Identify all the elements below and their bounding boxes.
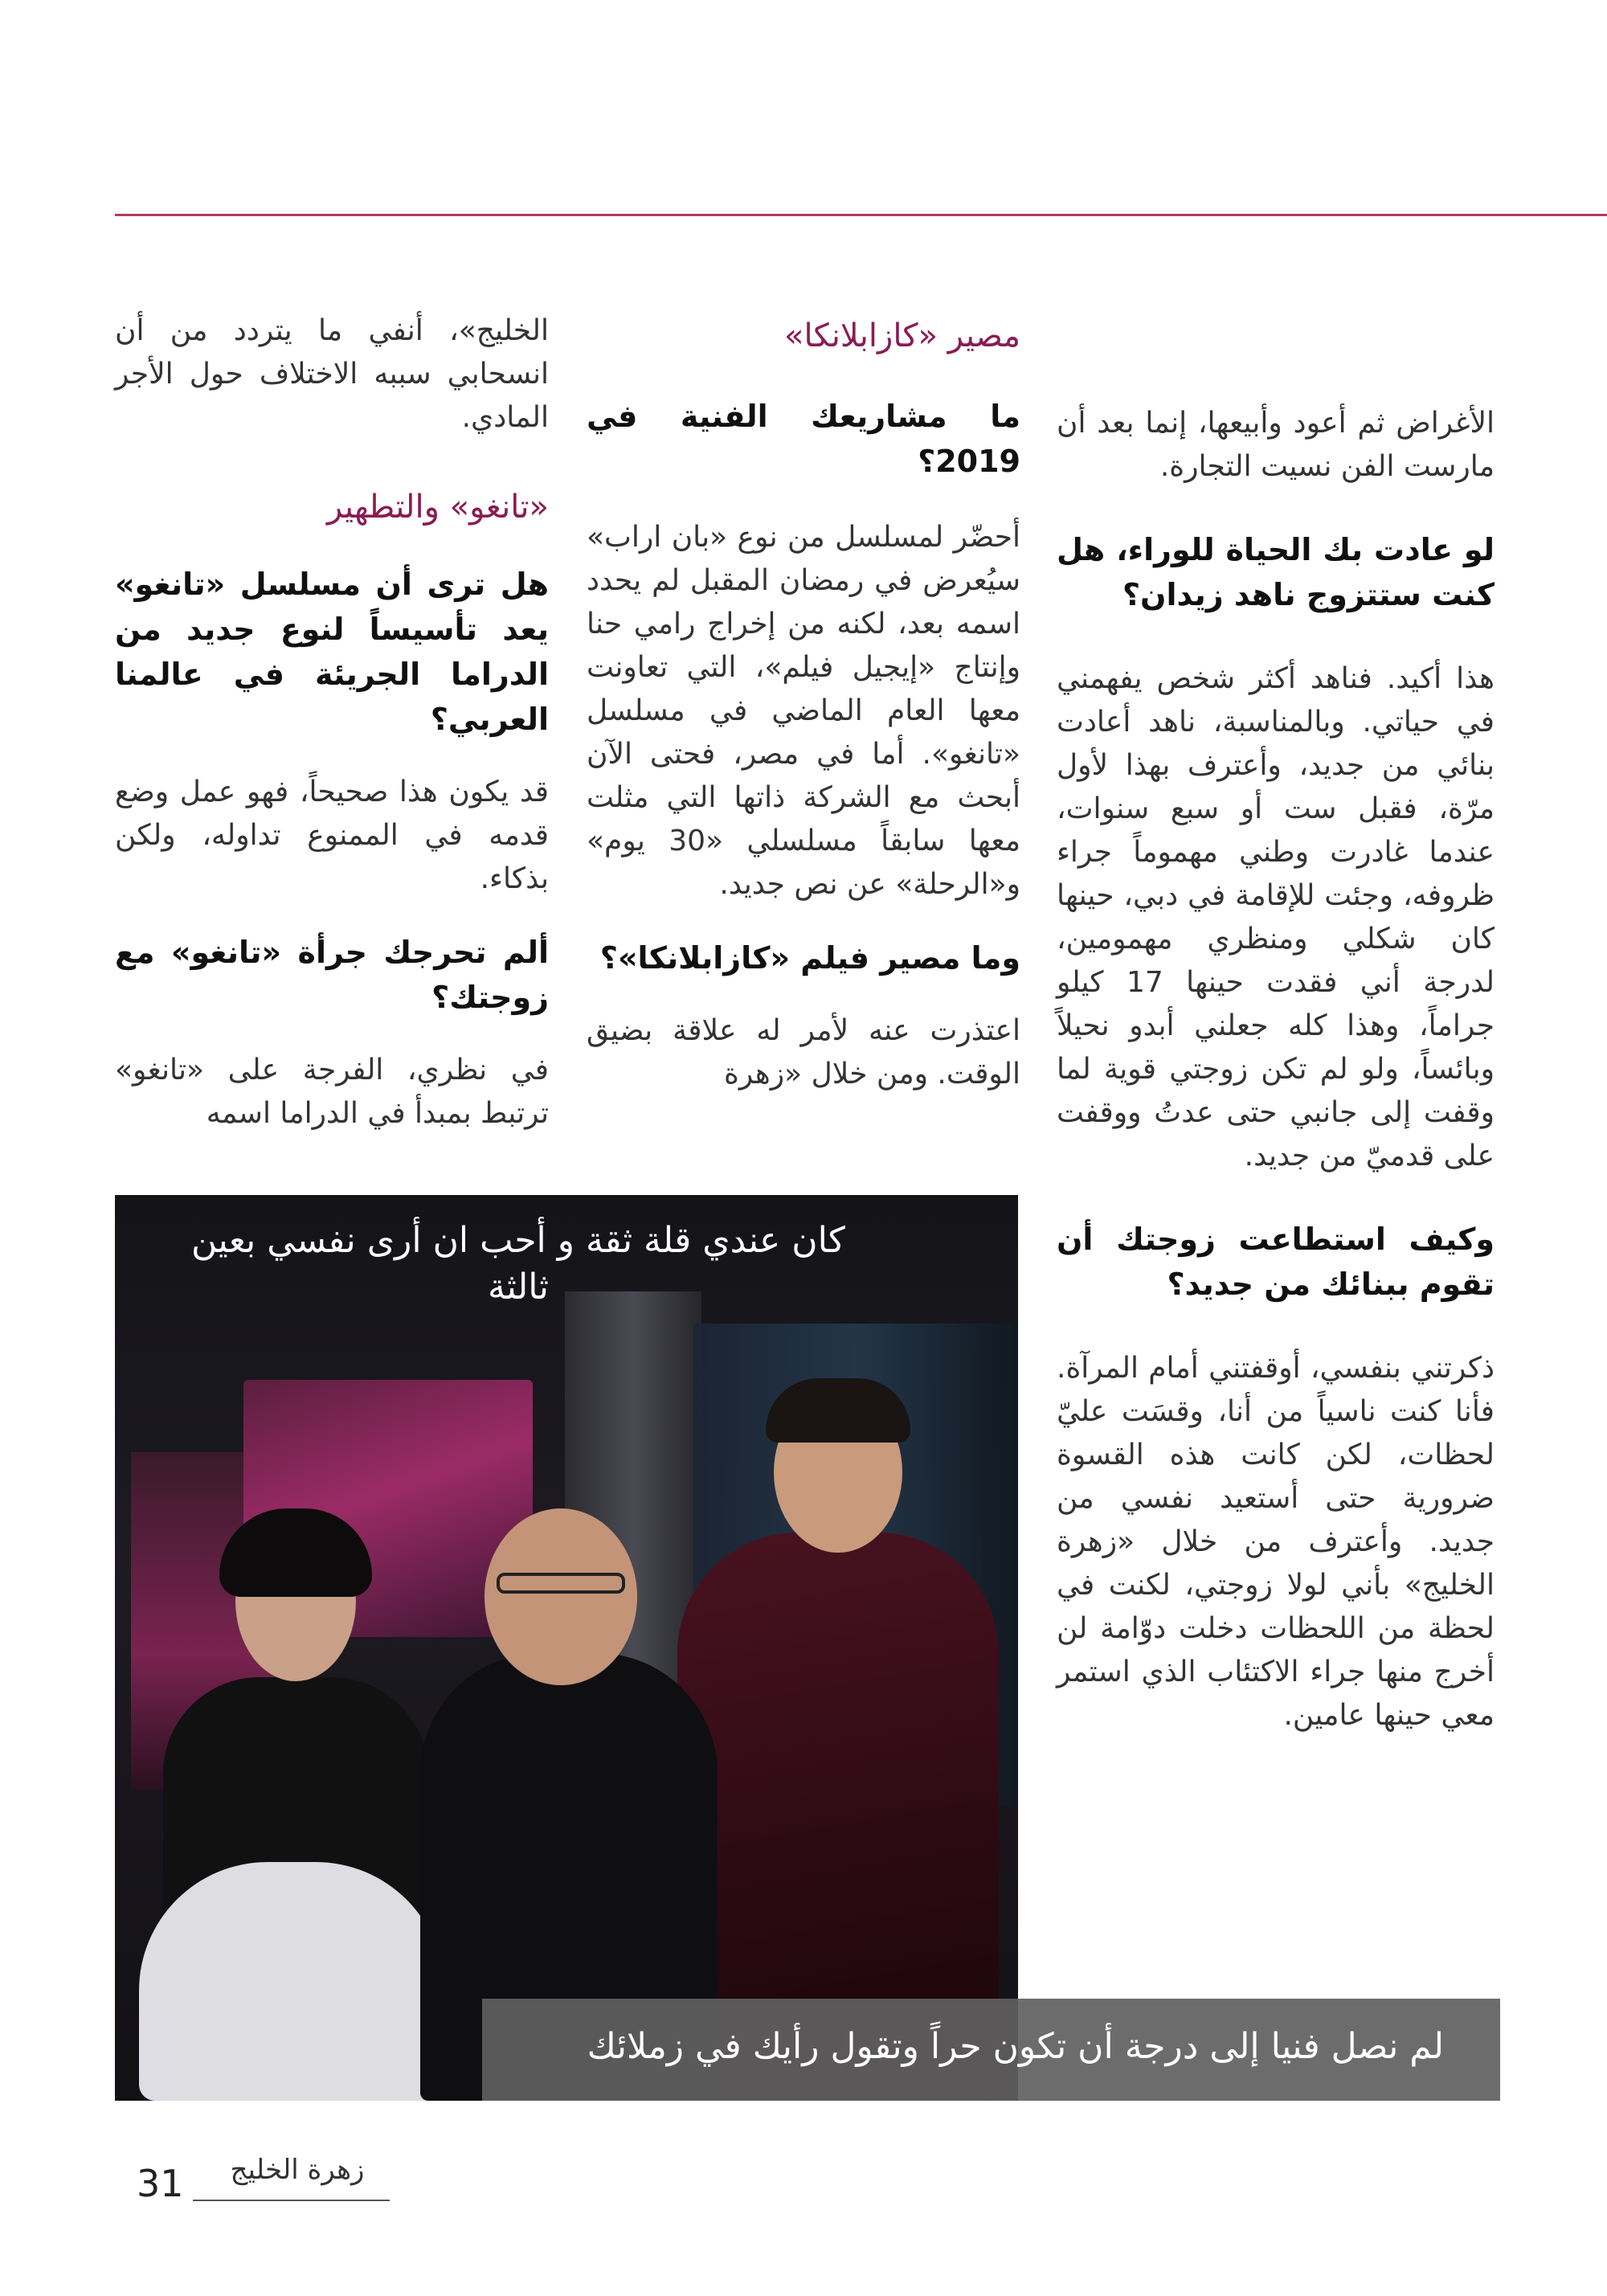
paragraph: أحضّر لمسلسل من نوع «بان اراب» سيُعرض في رمضان المقبل لم يحدد اسمه بعد، لكنه من إخراج رامي حنا وإنتاج «إيجيل فيلم»، التي تعاونت معها العام الماضي في مسلسل «تانغو». أما في مصر، فحتى الآن أبحث مع الشركة ذاتها التي مثلت معها سابقاً مسلسلي «30 يوم» و«الرحلة» عن نص جديد. bbox=[587, 521, 1020, 901]
woman-skirt bbox=[139, 1862, 444, 2101]
caption-banner bbox=[482, 1999, 1500, 2101]
man-head bbox=[485, 1508, 637, 1685]
question: وكيف استطاعت زوجتك أن تقوم ببنائك من جديد؟ bbox=[1057, 1222, 1495, 1302]
left-column bbox=[115, 309, 549, 1136]
paragraph: في نظري، الفرجة على «تانغو» ترتبط بمبدأ في الدراما اسمه bbox=[115, 1054, 549, 1130]
section-subhead: «تانغو» والتطهير bbox=[326, 489, 549, 526]
middle-column bbox=[587, 313, 1020, 1096]
right-column bbox=[1057, 402, 1495, 1737]
glasses bbox=[497, 1573, 625, 1594]
caption-text: لم نصل فنيا إلى درجة أن تكون حراً وتقول رأيك في زملائك bbox=[587, 2026, 1444, 2067]
actor-hair bbox=[766, 1378, 910, 1443]
question: وما مصير فيلم «كازابلانكا»؟ bbox=[599, 940, 1020, 976]
paragraph: ذكرتني بنفسي، أوقفتني أمام المرآة. فأنا كنت ناسياً من أنا، وقسَت عليّ لحظات، لكن كانت هذه القسوة ضرورية حتى أستعيد نفسي من جديد. وأعترف من خلال «زهرة الخليج» بأني لولا زوجتي، لكنت في لحظة من اللحظات دخلت دوّامة لن أخرج منها جراء الاكتئاب الذي استمر معي حينها عامين. bbox=[1057, 1352, 1495, 1732]
page-number: 31 bbox=[137, 2162, 184, 2205]
paragraph: اعتذرت عنه لأمر له علاقة بضيق الوقت. ومن خلال «زهرة bbox=[587, 1014, 1020, 1091]
section-subhead: مصير «كازابلانكا» bbox=[784, 317, 1020, 354]
footer-rule bbox=[193, 2200, 390, 2201]
question: لو عادت بك الحياة للوراء، هل كنت ستتزوج ناهد زيدان؟ bbox=[1057, 532, 1495, 612]
paragraph: قد يكون هذا صحيحاً، فهو عمل وضع قدمه في الممنوع تداوله، ولكن بذكاء. bbox=[115, 776, 549, 895]
paragraph: الأغراض ثم أعود وأبيعها، إنما بعد أن مارست الفن نسيت التجارة. bbox=[1057, 407, 1495, 483]
question: ما مشاريعك الفنية في 2019؟ bbox=[587, 399, 1020, 479]
question: ألم تحرجك جرأة «تانغو» مع زوجتك؟ bbox=[115, 935, 549, 1015]
paragraph: هذا أكيد. فناهد أكثر شخص يفهمني في حياتي. وبالمناسبة، ناهد أعادت بنائي من جديد، وأعترف بهذا لأول مرّة، فقبل ست أو سبع سنوات، عندما غادرت وطني مهموماً جراء ظروفه، وجئت للإقامة في دبي، حينها كان شكلي ومنظري مهمومين، لدرجة أني فقدت حينها 17 كيلو جراماً، وهذا كله جعلني أبدو نحيلاً وبائساً، ولو لم تكن زوجتي قوية لما وقفت إلى جانبي حتى عدتُ ووقفت على قدميّ من جديد. bbox=[1057, 662, 1495, 1173]
cover-photo bbox=[115, 1195, 1018, 2101]
paragraph: الخليج»، أنفي ما يتردد من أن انسحابي سببه الاختلاف حول الأجر المادي. bbox=[115, 314, 549, 434]
pull-quote: كان عندي قلة ثقة و أحب ان أرى نفسي بعين ثالثة bbox=[191, 1220, 845, 1308]
question: هل ترى أن مسلسل «تانغو» يعد تأسيساً لنوع جديد من الدراما الجريئة في عالمنا العربي؟ bbox=[115, 567, 549, 737]
magazine-name: زهرة الخليج bbox=[230, 2154, 365, 2186]
header-rule bbox=[115, 214, 1607, 216]
